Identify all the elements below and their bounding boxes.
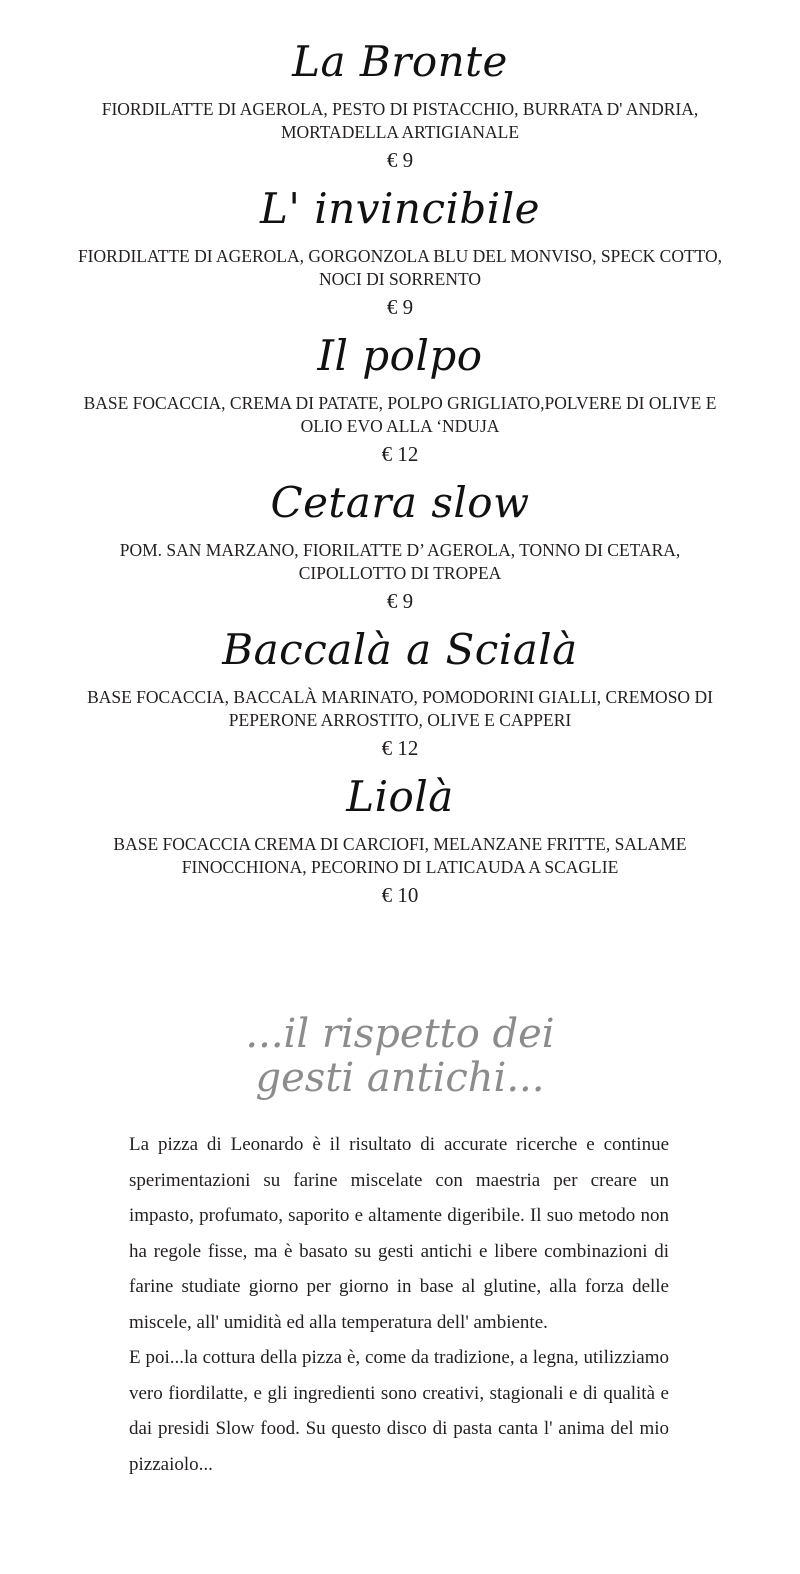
about-paragraph: E poi...la cottura della pizza è, come da tradizione, a legna, utilizziamo vero fiordilatte, e gli ingredienti sono creativi, stagionali e di qualità e dai presidi Slow food. Su questo disco di pasta canta l' anima del mio pizzaiolo... [129,1347,669,1475]
pizza-name: Baccalà a Scialà [222,625,578,674]
pizza-name: L' invincibile [259,184,541,233]
pizza-ingredients: BASE FOCACCIA, CREMA DI PATATE, POLPO GRIGLIATO,POLVERE DI OLIVE E OLIO EVO ALLA ‘NDUJA [83,393,717,436]
tagline [0,1012,800,1100]
pizza-ingredients: BASE FOCACCIA CREMA DI CARCIOFI, MELANZANE FRITTE, SALAME FINOCCHIONA, PECORINO DI LATICAUDA A SCAGLIE [113,834,687,877]
tagline-line-1: ...il rispetto dei [245,1011,555,1057]
menu-item [0,771,800,909]
pizza-name: Cetara slow [270,478,530,527]
pizza-name: La Bronte [292,37,508,86]
pizza-price: € 12 [381,736,419,760]
menu-item [0,36,800,174]
menu-item [0,330,800,468]
pizza-name: Liolà [346,772,454,821]
pizza-ingredients: POM. SAN MARZANO, FIORILATTE D’ AGEROLA, TONNO DI CETARA, CIPOLLOTTO DI TROPEA [119,540,681,583]
pizza-price: € 12 [381,442,419,466]
tagline-line-2: gesti antichi... [255,1055,545,1101]
pizza-ingredients: FIORDILATTE DI AGEROLA, GORGONZOLA BLU DEL MONVISO, SPECK COTTO, NOCI DI SORRENTO [77,246,723,289]
about-paragraph: La pizza di Leonardo è il risultato di accurate ricerche e continue sperimentazioni su farine miscelate con maestria per creare un impasto, profumato, saporito e altamente digeribile. Il suo metodo non ha regole fisse, ma è basato su gesti antichi e libere combinazioni di farine studiate giorno per giorno in base al glutine, alla forza delle miscele, all' umidità ed alla temperatura dell' ambiente. [129,1134,669,1333]
pizza-price: € 9 [386,148,414,172]
about-text [129,1127,669,1482]
pizza-price: € 9 [386,589,414,613]
pizza-ingredients: FIORDILATTE DI AGEROLA, PESTO DI PISTACCHIO, BURRATA D' ANDRIA, MORTADELLA ARTIGIANALE [101,99,699,142]
menu-item [0,183,800,321]
pizza-ingredients: BASE FOCACCIA, BACCALÀ MARINATO, POMODORINI GIALLI, CREMOSO DI PEPERONE ARROSTITO, OLIVE E CAPPERI [87,687,713,730]
pizza-price: € 9 [386,295,414,319]
pizza-name: Il polpo [317,331,483,380]
menu-item [0,624,800,762]
menu-item [0,477,800,615]
pizza-price: € 10 [381,883,419,907]
